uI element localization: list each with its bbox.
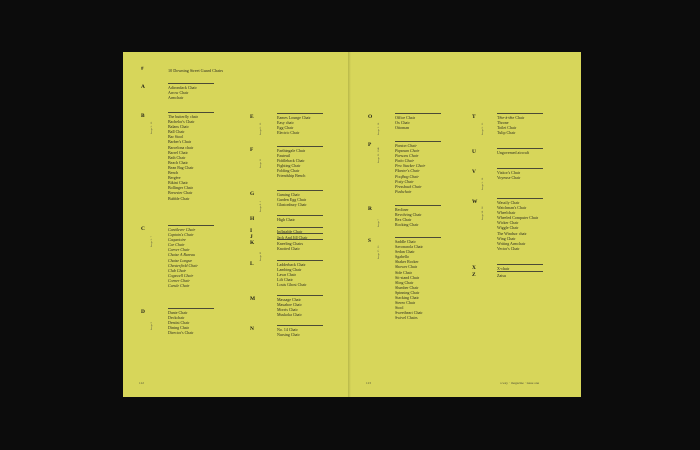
chair-item: Recliner — [395, 207, 409, 212]
letter-x: X — [472, 265, 476, 271]
section-rule-i — [277, 227, 323, 228]
section-note-w: Image 24 · 14 — [481, 206, 484, 220]
chair-item: Bachelor's Chair — [168, 119, 195, 125]
chair-item: Ox Chair — [395, 120, 410, 126]
letter-v: V — [472, 169, 476, 175]
chair-item: Pew Stacker Chair — [395, 163, 426, 169]
chair-item: Ladderback Chair — [277, 262, 306, 267]
section-note-r: Image 7 — [377, 219, 380, 227]
section-rule-j — [277, 233, 323, 234]
section-rule-e — [277, 113, 323, 114]
chair-item: Stereo Chair — [395, 300, 416, 306]
section-rule-m — [277, 295, 323, 296]
section-rule-c — [168, 225, 214, 226]
chair-item: Watchman's Chair — [497, 205, 527, 211]
letter-h: H — [250, 216, 255, 222]
chair-item: Sgabello — [395, 254, 409, 260]
chair-item: Cantilever Chair — [168, 227, 196, 232]
chair-item: Wiggle Chair — [497, 225, 519, 231]
chair-list-k — [277, 241, 303, 251]
chair-list-v — [497, 170, 520, 180]
chair-item: X-chair — [497, 266, 510, 271]
chair-list-f — [277, 148, 305, 179]
chair-list-p — [395, 143, 425, 194]
chair-item: The Windsor chair — [497, 230, 527, 236]
letter-s: S — [368, 238, 371, 244]
chair-item: Panton Chair — [395, 143, 417, 148]
letter-l: L — [250, 261, 254, 267]
chair-item: Mauaboe Chair — [277, 302, 302, 308]
chair-item: Friendship Bench — [277, 173, 306, 179]
header-hash: # — [141, 67, 144, 72]
chair-item: Dante Chair — [168, 310, 188, 315]
chair-item: Muskoka Chair — [277, 312, 302, 318]
letter-b: B — [141, 113, 145, 119]
chair-item: Carver Chair — [168, 247, 190, 253]
chair-item: Wassily Chair — [497, 200, 520, 205]
letter-t: T — [472, 114, 476, 120]
chair-item: Pushchair — [395, 188, 412, 194]
chair-item: Chaise Longue — [168, 257, 193, 263]
section-note-t: Image 8 · 15 — [481, 122, 484, 135]
chair-item: Wheelchair — [497, 210, 516, 216]
chair-item: Revolving Chair — [395, 212, 422, 218]
chair-list-w — [497, 200, 538, 251]
chair-item: Lift Chair — [277, 277, 293, 283]
chair-item: Cogswell Chair — [168, 272, 194, 278]
letter-j: J — [250, 234, 253, 240]
left-folio: 112 — [139, 381, 144, 385]
section-note-s: Image 17 · 23 — [377, 245, 380, 259]
chair-item: Zaisu — [497, 273, 506, 278]
chair-item: Dining Chair — [168, 325, 189, 331]
letter-e: E — [250, 114, 254, 120]
chair-item: Barrel Chair — [168, 149, 188, 155]
chair-item: Beach Chair — [168, 159, 188, 165]
section-rule-k — [277, 239, 323, 240]
chair-item: Farthingale Chair — [277, 148, 306, 153]
chair-list-l — [277, 262, 307, 287]
chair-item: Bar Stool — [168, 134, 184, 140]
letter-a: A — [141, 84, 145, 90]
chair-item: Parsons Chair — [395, 153, 419, 159]
chair-item: Patio Chair — [395, 158, 415, 164]
chair-list-t — [497, 115, 524, 135]
chair-item: Ball Chair — [168, 129, 185, 135]
letter-f: F — [250, 147, 254, 153]
chair-item: Louis Ghost Chair — [277, 282, 307, 288]
chair-list-b — [168, 114, 198, 201]
left-page — [123, 52, 350, 397]
chair-item: Slumber Chair — [395, 284, 419, 290]
right-page — [350, 52, 581, 397]
section-rule-x — [497, 264, 543, 265]
chair-item: Spinning Chair — [395, 289, 420, 295]
chair-list-d — [168, 310, 194, 335]
section-note-e: Image 6 · 13 — [259, 122, 262, 135]
chair-item: Saddle Chair — [395, 239, 416, 244]
chair-list-m — [277, 297, 302, 317]
chair-item: Stool — [395, 305, 404, 311]
section-rule-r — [395, 205, 441, 206]
chair-list-a — [168, 85, 197, 100]
chair-item: Swivel Chairs — [395, 315, 418, 321]
section-note-g: Image 4 · 5 — [259, 201, 262, 212]
chair-item: High Chair — [277, 217, 295, 222]
chair-item: Chaise A Bureau — [168, 252, 196, 258]
chair-item: Voyeuse Chair — [497, 175, 521, 181]
chair-item: Barber's Chair — [168, 139, 192, 145]
chair-item: Tête-à-tête Chair — [497, 115, 525, 120]
chair-item: Toilet Chair — [497, 125, 517, 131]
chair-list-s — [395, 239, 423, 321]
chair-item: Director's Chair — [168, 330, 194, 336]
chair-item: Throne — [497, 120, 509, 126]
section-rule-n — [277, 325, 323, 326]
chair-item: Bikini Chair — [168, 180, 188, 186]
chair-item: Planter's Chair — [395, 168, 420, 174]
letter-m: M — [250, 296, 256, 302]
chair-item: Stacking Chair — [395, 295, 419, 301]
chair-item: Rex Chair — [395, 217, 412, 223]
chair-item: Easy chair — [277, 120, 294, 126]
section-rule-s — [395, 237, 441, 238]
chair-list-n — [277, 327, 300, 337]
section-note-o: Image 1 · 16 — [377, 122, 380, 135]
section-note-c: Image 2 · 7 — [150, 236, 153, 247]
chair-item: Pressback Chair — [395, 183, 422, 189]
section-rule-o — [395, 113, 441, 114]
chair-item: Bench — [168, 170, 179, 176]
chair-item: Sedan Chair — [395, 249, 415, 255]
section-note-d: Image 9 — [150, 322, 153, 330]
letter-k: K — [250, 240, 255, 246]
chair-list-e — [277, 115, 311, 135]
chair-item: Ottoman — [395, 125, 409, 131]
header-title: 10 Downing Street Guard Chairs — [168, 68, 224, 73]
letter-i: I — [250, 228, 253, 234]
chair-item: Fiddleback Chair — [277, 158, 305, 164]
chair-list-c — [168, 227, 198, 288]
chair-item: Papasan Chair — [395, 148, 420, 154]
chair-item: Garden Egg Chair — [277, 197, 307, 203]
chair-item: Bollinger Chair — [168, 185, 193, 191]
section-note-f: Image 11 — [259, 159, 262, 168]
chair-item: Wing Chair — [497, 235, 516, 241]
letter-p: P — [368, 142, 372, 148]
chair-item: Lambing Chair — [277, 267, 302, 273]
chair-item: Egg Chair — [277, 125, 294, 131]
section-rule-z — [497, 271, 543, 272]
letter-g: G — [250, 191, 255, 197]
letter-d: D — [141, 309, 145, 315]
chair-item: Office Chair — [395, 115, 416, 120]
chair-item: Morris Chair — [277, 307, 298, 313]
chair-list-z — [497, 273, 506, 278]
chair-item: Sweetheart Chair — [395, 310, 423, 316]
chair-item: Armchair — [168, 95, 184, 101]
chair-item: Bergère — [168, 175, 181, 181]
chair-item: Ungovemed aircraft — [497, 150, 530, 155]
chair-item: Bubble Chair — [168, 195, 190, 201]
chair-item: Inflatable Chair — [277, 229, 303, 234]
chair-item: Shower Chair — [395, 264, 418, 270]
chair-item: Glastonbury Chair — [277, 202, 307, 208]
chair-item: Nursing Chair — [277, 332, 300, 338]
chair-item: Car Chair — [168, 242, 185, 248]
chair-list-u — [497, 150, 529, 155]
chair-item: Sling Chair — [395, 279, 414, 285]
chair-item: The butterfly chair — [168, 114, 198, 119]
chair-item: Corner Chair — [168, 277, 190, 283]
chair-list-g — [277, 192, 307, 207]
section-note-p: Image 12 · 1046 — [377, 147, 380, 163]
chair-item: Bean Bag Chair — [168, 164, 194, 170]
section-rule-p — [395, 141, 441, 142]
chair-item: Adirondack Chair — [168, 85, 197, 90]
chair-item: Fighting Chair — [277, 163, 301, 169]
chair-item: Caquetoire — [168, 237, 186, 243]
section-rule-f — [277, 146, 323, 147]
chair-item: Lawn Chair — [277, 272, 296, 278]
chair-item: Chesterfield Chair — [168, 262, 198, 268]
section-rule-a — [168, 83, 214, 84]
chair-item: Vector's Chair — [497, 245, 520, 251]
chair-item: Massage Chair — [277, 297, 301, 302]
chair-item: Poofbag Chair — [395, 173, 419, 179]
chair-item: Brewster Chair — [168, 190, 193, 196]
chair-item: Fauteuil — [277, 153, 291, 159]
letter-u: U — [472, 149, 476, 155]
letter-n: N — [250, 326, 254, 332]
section-rule-u — [497, 148, 543, 149]
chair-item: Gaming Chair — [277, 192, 300, 197]
right-folio: 113 — [366, 381, 371, 385]
section-rule-l — [277, 260, 323, 261]
chair-item: Wicker Chair — [497, 220, 519, 226]
chair-item: Tulip Chair — [497, 130, 516, 136]
section-rule-d — [168, 308, 214, 309]
chair-item: Side Chair — [395, 269, 412, 275]
section-note-v: Image 3 · 16 — [481, 177, 484, 190]
chair-item: Savonarola Chair — [395, 244, 423, 250]
chair-item: Folding Chair — [277, 168, 300, 174]
chair-list-h — [277, 217, 295, 222]
right-caption: a way · magazine · issue one — [500, 381, 540, 385]
chair-item: Barcelona chair — [168, 144, 194, 150]
chair-item: Electric Chair — [277, 130, 300, 136]
chair-item: Club Chair — [168, 267, 187, 273]
letter-z: Z — [472, 272, 476, 278]
section-rule-t — [497, 113, 543, 114]
chair-item: No. 14 Chair — [277, 327, 298, 332]
section-rule-b — [168, 112, 214, 113]
chair-item: Curule Chair — [168, 283, 190, 289]
chair-item: Knotted Chair — [277, 246, 300, 252]
section-rule-h — [277, 215, 323, 216]
letter-c: C — [141, 226, 145, 232]
section-rule-g — [277, 190, 323, 191]
chair-item: Sit-stand Chair — [395, 274, 420, 280]
section-rule-w — [497, 198, 543, 199]
chair-item: Visitor's Chair — [497, 170, 521, 175]
chair-item: Kneeling Chairs — [277, 241, 304, 246]
letter-o: O — [368, 114, 373, 120]
section-rule-v — [497, 168, 543, 169]
chair-list-r — [395, 207, 422, 227]
chair-item: Captain's Chair — [168, 232, 194, 238]
letter-w: W — [472, 199, 478, 205]
chair-item: Wheeled Computer Chair — [497, 215, 539, 221]
chair-item: Balans Chair — [168, 124, 189, 130]
section-note-b: Image 3 · 13 — [150, 121, 153, 134]
page-gutter — [348, 52, 351, 397]
section-note-k: Image 10 — [259, 252, 262, 261]
chair-item: Deckchair — [168, 315, 185, 321]
chair-item: Arrow Chair — [168, 90, 189, 96]
chair-item: Bath Chair — [168, 154, 186, 160]
chair-item: Dentist Chair — [168, 320, 190, 326]
letter-r: R — [368, 206, 372, 212]
chair-item: Eames Lounge Chair — [277, 115, 311, 120]
chair-item: Writing Armchair — [497, 240, 526, 246]
chair-item: Rocking Chair — [395, 222, 419, 228]
chair-item: Shaker Rocker — [395, 259, 419, 265]
chair-item: Jack And Jill Chair — [277, 235, 308, 240]
chair-item: Potty Chair — [395, 178, 414, 184]
chair-list-o — [395, 115, 415, 130]
